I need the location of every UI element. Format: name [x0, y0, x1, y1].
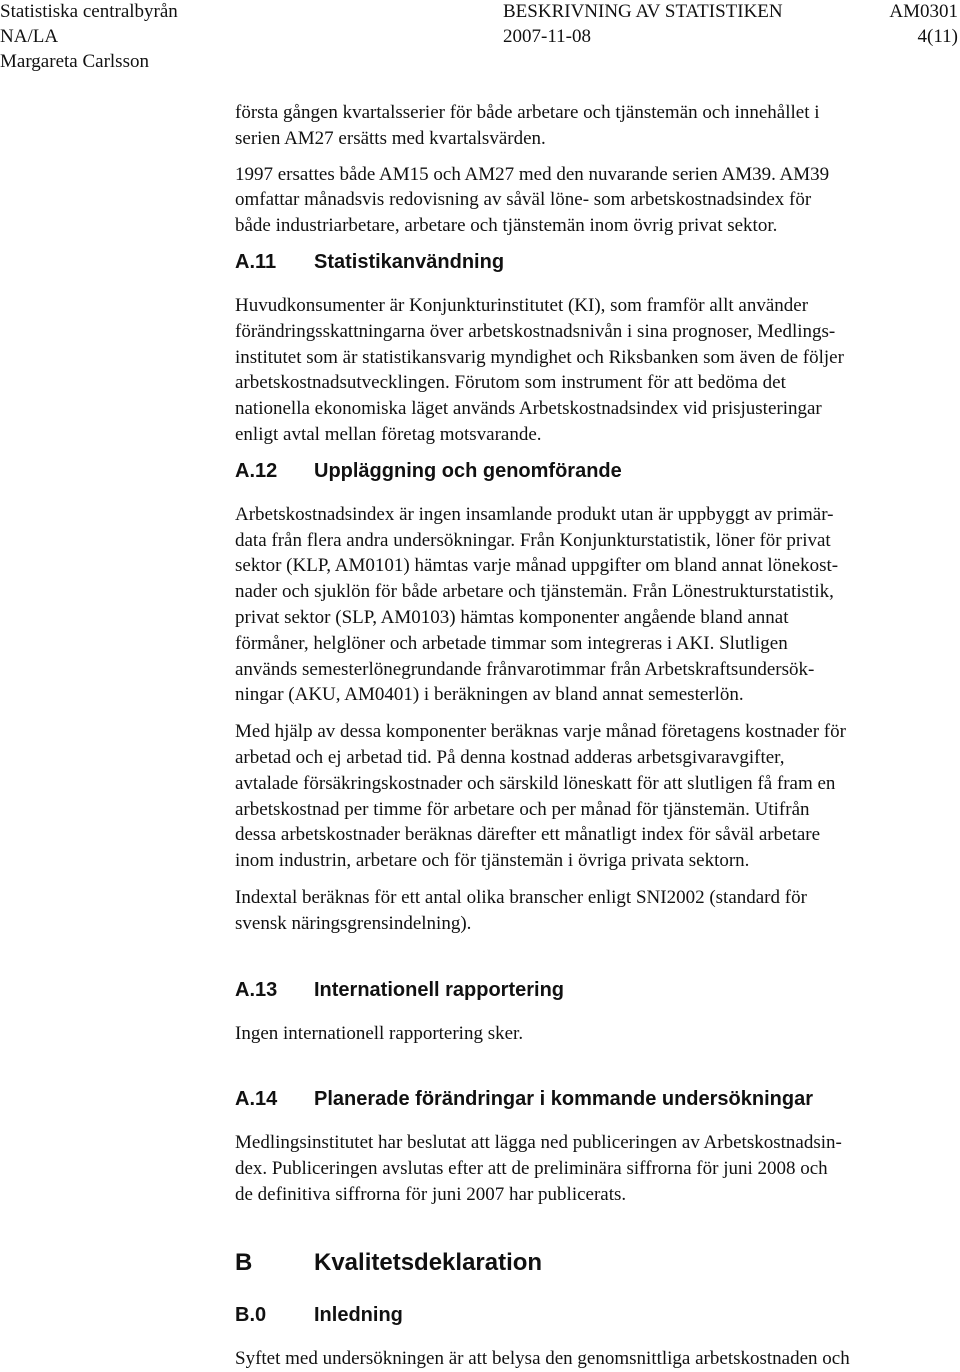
- a11-paragraph-1: Huvudkonsumenter är Konjunkturinstitutet (KI), som framför allt använder förändringsskattningarna över arbetskostnadsnivån i sina prognoser, Medlings- institutet som är statistikansvarig myndighet och Riksbanken som även de följer arbetskostnadsutvecklingen. Förutom som instrument för att bedöma det nationella ekonomiska läget används Arbetskostnadsindex vid prisjusteringar enligt avtal mellan företag motsvarande.: [235, 294, 844, 445]
- header-doc-code: AM0301: [889, 1, 958, 22]
- intro-paragraph-1: första gången kvartalsserier för både arbetare och tjänstemän och innehållet i serien AM27 ersätts med kvartalsvärden.: [235, 102, 820, 149]
- section-heading-a11: [235, 249, 953, 275]
- a12-paragraph-3: Indextal beräknas för ett antal olika branscher enligt SNI2002 (standard för svensk näringsgrensindelning).: [235, 886, 807, 934]
- chapter-heading-b: [235, 1248, 953, 1278]
- chapter-number: B: [235, 1248, 253, 1276]
- header-doc-title: BESKRIVNING AV STATISTIKEN: [503, 1, 783, 22]
- section-number: B.0: [235, 1303, 267, 1326]
- section-title: Inledning: [314, 1303, 403, 1326]
- header-dept: NA/LA: [0, 26, 59, 47]
- a12-paragraph-1: Arbetskostnadsindex är ingen insamlande produkt utan är uppbyggt av primär- data från flera andra undersökningar. Från Konjunkturstatistik, löner för privat sektor (KLP, AM0101) hämtas varje månad uppgifter om bland annat lönekost- nader och sjuklön för både arbetare och tjänstemän. Från Lönestrukturstatistik, privat sektor (SLP, AM0103) hämtas komponenter angående bland annat förmåner, helglöner och arbetade timmar som integreras i AKI. Slutligen används semesterlönegrundande frånvarotimmar från Arbetskraftsundersök- ningar (AKU, AM0401) i beräkningen av bland annat semesterlön.: [235, 503, 839, 706]
- section-title: Statistikanvändning: [314, 250, 505, 273]
- a13-paragraph-1: Ingen internationell rapportering sker.: [235, 1022, 524, 1044]
- section-title: Internationell rapportering: [314, 978, 565, 1001]
- section-heading-a13: [235, 977, 953, 1003]
- section-heading-b0: [235, 1302, 953, 1328]
- section-title: Planerade förändringar i kommande undersökningar: [314, 1088, 814, 1111]
- section-number: A.11: [235, 250, 277, 273]
- section-heading-a14: [235, 1086, 953, 1112]
- a14-paragraph-1: Medlingsinstitutet har beslutat att lägga ned publiceringen av Arbetskostnadsin- dex. Publiceringen avslutas efter att de preliminära siffrorna för juni 2008 och de definitiva siffrorna för juni 2007 har publicerats.: [235, 1132, 842, 1205]
- section-number: A.13: [235, 978, 278, 1001]
- intro-paragraph-2: 1997 ersattes både AM15 och AM27 med den nuvarande serien AM39. AM39 omfattar månadsvis redovisning av såväl löne- som arbetskostnadsindex för både industriarbetare, arbetare och tjänstemän inom övrig privat sektor.: [235, 163, 830, 237]
- chapter-title: Kvalitetsdeklaration: [314, 1248, 543, 1276]
- header-org: Statistiska centralbyrån: [0, 1, 178, 22]
- section-heading-a12: [235, 458, 953, 484]
- b0-paragraph-1: Syftet med undersökningen är att belysa den genomsnittliga arbetskostnaden och: [235, 1347, 850, 1369]
- section-title: Uppläggning och genomförande: [314, 459, 622, 482]
- section-number: A.12: [235, 459, 278, 482]
- header-author: Margareta Carlsson: [0, 51, 149, 72]
- header-page-number: 4(11): [917, 26, 958, 47]
- header-date: 2007-11-08: [503, 26, 591, 47]
- document-body: [235, 100, 953, 1372]
- a12-paragraph-2: Med hjälp av dessa komponenter beräknas varje månad företagens kostnader för arbetad och ej arbetad tid. På denna kostnad adderas arbetsgivaravgifter, avtalade försäkringskostnader och särskild löneskatt för att slutligen få fram en arbetskostnad per timme för arbetare och per månad för tjänstemän. Utifrån dessa arbetskostnader beräknas därefter ett månatligt index för såväl arbetare inom industrin, arbetare och för tjänstemän i övriga privata sektorn.: [235, 721, 846, 872]
- section-number: A.14: [235, 1088, 278, 1111]
